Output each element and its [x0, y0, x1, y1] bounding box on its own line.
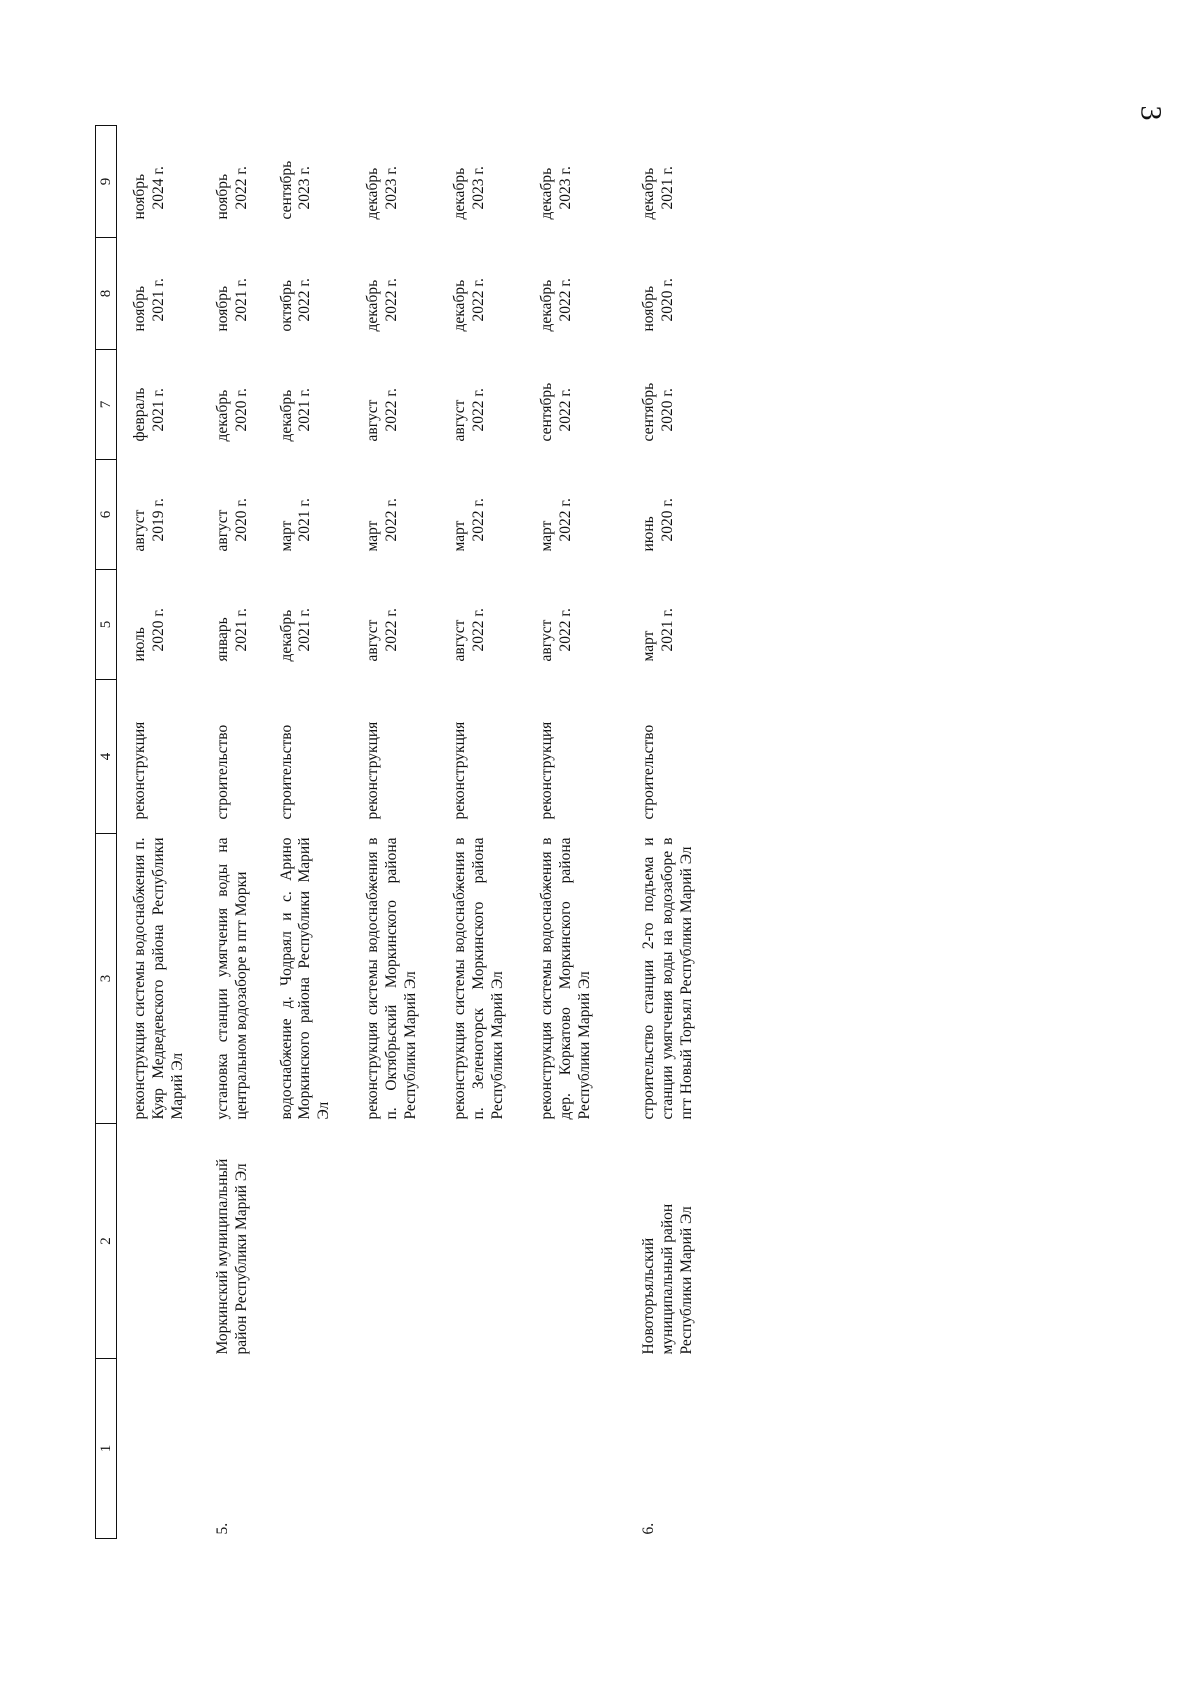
date-cell-col-6: [117, 460, 188, 570]
date-month: декабрь: [640, 167, 658, 220]
date-cell-col-9: [278, 126, 335, 238]
date-month: декабрь: [277, 389, 295, 442]
row-spacer-cell: [508, 126, 538, 1539]
municipality-cell: [451, 1124, 508, 1359]
date-month: июль: [131, 627, 148, 662]
table-row: [364, 126, 421, 1539]
date-cell-col-8: [451, 238, 508, 350]
work-type-cell: реконструкция: [450, 721, 468, 820]
table-body: [117, 126, 698, 1539]
date-month: ноябрь: [640, 285, 658, 332]
work-type-cell: строительство: [640, 724, 658, 820]
date-year: 2022 г.: [556, 608, 574, 652]
date-year: 2022 г.: [383, 608, 401, 652]
row-spacer: [421, 126, 451, 1539]
row-number: [278, 1359, 335, 1539]
date-cell-col-7: [364, 350, 421, 460]
date-month: март: [450, 520, 468, 552]
column-header-7: 7: [96, 350, 117, 460]
date-cell-col-8: [538, 238, 595, 350]
row-number: [364, 1359, 421, 1539]
column-header-4: 4: [96, 680, 117, 834]
date-month: июнь: [640, 516, 658, 552]
row-spacer: [594, 126, 640, 1539]
table-row: [538, 126, 595, 1539]
project-description-cell: водоснабжение д. Чодраял и с. Арино Моркинского района Республики Марий Эл: [277, 837, 333, 1120]
date-month: август: [213, 509, 231, 552]
date-cell-col-7: [451, 350, 508, 460]
date-year: 2020 г.: [659, 498, 677, 542]
date-month: ноябрь: [131, 173, 148, 220]
municipality-cell: Новоторъяльский муниципальный район Республики Марий Эл: [640, 1203, 696, 1355]
date-cell-col-7: [278, 350, 335, 460]
date-cell-col-7: [538, 350, 595, 460]
date-year: 2020 г.: [149, 608, 167, 652]
date-year: 2021 г.: [296, 608, 314, 652]
municipality-cell: [278, 1124, 335, 1359]
column-header-5: 5: [96, 570, 117, 680]
date-year: 2023 г.: [296, 166, 314, 210]
date-year: 2022 г.: [556, 278, 574, 322]
date-cell-col-7: [640, 350, 697, 460]
project-description-cell: установка станции умягчения воды на центральном водозаборе в пгт Морки: [213, 837, 250, 1120]
date-cell-col-8: [640, 238, 697, 350]
row-number: 5.: [213, 1522, 231, 1535]
date-cell-col-5: [278, 570, 335, 680]
date-year: 2023 г.: [469, 166, 487, 210]
date-year: 2022 г.: [469, 278, 487, 322]
row-spacer-cell: [421, 126, 451, 1539]
date-year: 2020 г.: [659, 388, 677, 432]
date-year: 2022 г.: [383, 278, 401, 322]
date-year: 2021 г.: [149, 388, 167, 432]
header-row: [96, 126, 117, 1539]
date-year: 2022 г.: [383, 498, 401, 542]
column-header-6: 6: [96, 460, 117, 570]
date-month: ноябрь: [213, 285, 231, 332]
date-month: декабрь: [364, 279, 382, 332]
date-year: 2020 г.: [232, 498, 250, 542]
row-number: [117, 1359, 188, 1539]
date-cell-col-9: [364, 126, 421, 238]
work-type-cell: реконструкция: [364, 721, 382, 820]
row-number: [538, 1359, 595, 1539]
date-month: декабрь: [213, 389, 231, 442]
date-cell-col-8: [364, 238, 421, 350]
date-month: сентябрь: [640, 382, 658, 442]
date-month: август: [537, 619, 555, 662]
date-cell-col-5: [451, 570, 508, 680]
date-year: 2022 г.: [296, 278, 314, 322]
date-month: март: [364, 520, 382, 552]
row-spacer: [334, 126, 364, 1539]
date-cell-col-9: [451, 126, 508, 238]
date-month: сентябрь: [537, 382, 555, 442]
date-cell-col-5: [538, 570, 595, 680]
date-month: декабрь: [364, 167, 382, 220]
date-cell-col-9: [538, 126, 595, 238]
date-cell-col-6: [640, 460, 697, 570]
date-cell-col-5: [640, 570, 697, 680]
date-cell-col-6: [214, 460, 252, 570]
date-cell-col-8: [117, 238, 188, 350]
date-month: февраль: [131, 387, 148, 442]
date-year: 2024 г.: [149, 166, 167, 210]
date-cell-col-6: [451, 460, 508, 570]
date-year: 2022 г.: [469, 388, 487, 432]
row-spacer-cell: [594, 126, 640, 1539]
date-month: март: [277, 520, 295, 552]
date-year: 2020 г.: [232, 388, 250, 432]
date-year: 2021 г.: [296, 498, 314, 542]
date-cell-col-9: [214, 126, 252, 238]
row-number: [451, 1359, 508, 1539]
table-row: [640, 126, 697, 1539]
date-year: 2023 г.: [556, 166, 574, 210]
date-cell-col-9: [117, 126, 188, 238]
date-year: 2021 г.: [659, 166, 677, 210]
date-year: 2021 г.: [659, 608, 677, 652]
date-month: январь: [213, 617, 231, 662]
date-month: декабрь: [537, 167, 555, 220]
page-number: 3: [1134, 105, 1168, 121]
date-year: 2022 г.: [383, 388, 401, 432]
date-cell-col-6: [278, 460, 335, 570]
date-cell-col-7: [214, 350, 252, 460]
date-cell-col-6: [364, 460, 421, 570]
date-month: август: [131, 509, 148, 552]
column-header-9: 9: [96, 126, 117, 238]
table-row: [451, 126, 508, 1539]
date-month: декабрь: [277, 609, 295, 662]
date-year: 2021 г.: [149, 278, 167, 322]
row-spacer-cell: [334, 126, 364, 1539]
date-month: август: [450, 619, 468, 662]
column-header-2: 2: [96, 1124, 117, 1359]
date-month: март: [640, 630, 658, 662]
date-month: декабрь: [450, 279, 468, 332]
date-month: декабрь: [450, 167, 468, 220]
date-year: 2021 г.: [232, 608, 250, 652]
date-year: 2023 г.: [383, 166, 401, 210]
date-year: 2022 г.: [556, 388, 574, 432]
project-description-cell: строительство станции 2-го подъема и станции умягчения воды на водозаборе в пгт Новый Торъял Республики Марий Эл: [640, 837, 696, 1120]
date-year: 2021 г.: [296, 388, 314, 432]
row-spacer: [508, 126, 538, 1539]
row-number: 6.: [640, 1522, 658, 1535]
table-row: [278, 126, 335, 1539]
rotated-page: [95, 126, 1095, 1539]
date-month: декабрь: [537, 279, 555, 332]
project-description-cell: реконструкция системы водоснабжения п. Куяр Медведевского района Республики Марий Эл: [131, 837, 186, 1120]
date-year: 2022 г.: [556, 498, 574, 542]
schedule-table: [95, 125, 697, 1539]
work-type-cell: строительство: [213, 724, 231, 820]
table-row: [117, 126, 188, 1539]
municipality-cell: [117, 1124, 188, 1359]
date-cell-col-7: [117, 350, 188, 460]
date-month: март: [537, 520, 555, 552]
date-cell-col-6: [538, 460, 595, 570]
date-month: август: [364, 399, 382, 442]
work-type-cell: реконструкция: [537, 721, 555, 820]
row-spacer-cell: [252, 126, 278, 1539]
municipality-cell: [364, 1124, 421, 1359]
row-spacer: [252, 126, 278, 1539]
municipality-cell: [538, 1124, 595, 1359]
date-month: ноябрь: [213, 173, 231, 220]
table-row: [214, 126, 252, 1539]
date-month: август: [364, 619, 382, 662]
project-description-cell: реконструкция системы водоснабжения в дер. Коркатово Моркинского района Республики Марий Эл: [537, 837, 593, 1120]
work-type-cell: строительство: [277, 724, 295, 820]
date-cell-col-9: [640, 126, 697, 238]
date-cell-col-8: [214, 238, 252, 350]
row-spacer-cell: [188, 126, 214, 1539]
column-header-3: 3: [96, 834, 117, 1124]
project-description-cell: реконструкция системы водоснабжения в п. Октябрьский Моркинского района Республики Марий Эл: [364, 837, 420, 1120]
column-header-1: 1: [96, 1359, 117, 1539]
date-year: 2019 г.: [149, 498, 167, 542]
date-cell-col-5: [364, 570, 421, 680]
date-month: ноябрь: [131, 285, 148, 332]
date-cell-col-5: [117, 570, 188, 680]
date-year: 2022 г.: [469, 608, 487, 652]
date-year: 2022 г.: [469, 498, 487, 542]
date-year: 2021 г.: [232, 278, 250, 322]
date-year: 2020 г.: [659, 278, 677, 322]
date-cell-col-8: [278, 238, 335, 350]
row-spacer: [188, 126, 214, 1539]
municipality-cell: Моркинский муниципальный район Республики Марий Эл: [213, 1158, 250, 1355]
column-header-8: 8: [96, 238, 117, 350]
date-year: 2022 г.: [232, 166, 250, 210]
date-month: август: [450, 399, 468, 442]
work-type-cell: реконструкция: [131, 721, 148, 820]
date-month: сентябрь: [277, 160, 295, 220]
date-month: октябрь: [277, 280, 295, 332]
project-description-cell: реконструкция системы водоснабжения в п. Зеленогорск Моркинского района Республики Марий Эл: [450, 837, 506, 1120]
date-cell-col-5: [214, 570, 252, 680]
